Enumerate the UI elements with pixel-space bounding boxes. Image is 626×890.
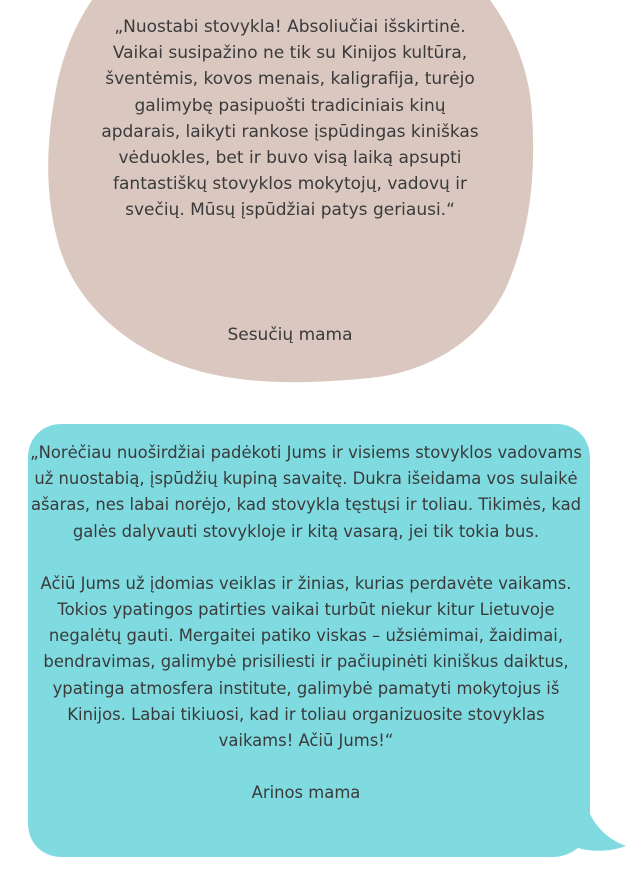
testimonial-1-author: Sesučių mama bbox=[227, 325, 353, 345]
testimonial-2-paragraph-1: „Norėčiau nuoširdžiai padėkoti Jums ir visiems stovyklos vadovams už nuostabią, įspūdžių kupiną savaitę. Dukra išeidama vos sulaikė ašaras, nes labai norėjo, kad stovykla tęstųsi ir toliau. Tikimės, kad galės dalyvauti stovykloje ir kitą vasarą, jei tik tokia bus. bbox=[30, 443, 582, 541]
testimonial-2-author: Arinos mama bbox=[251, 783, 361, 803]
paragraph-gap bbox=[30, 545, 582, 571]
paragraph-gap bbox=[30, 754, 582, 780]
testimonial-1-quote: „Nuostabi stovykla! Absoliučiai išskirtinė. Vaikai susipažino ne tik su Kinijos kultūra, šventėmis, kovos menais, kaligrafija, turėjo galimybę pasipuošti tradiciniais kinų apdarais, laikyti rankose įspūdingas kiniškas vėduokles, bet ir buvo visą laiką apsupti fantastiškų stovyklos mokytojų, vadovų ir svečių. Mūsų įspūdžiai patys geriausi.“ bbox=[101, 17, 479, 221]
testimonial-2-paragraph-2: Ačiū Jums už įdomias veiklas ir žinias, kurias perdavėte vaikams. Tokios ypatingos patirties vaikai turbūt niekur kitur Lietuvoje negalėtų gauti. Mergaitei patiko viskas – užsiėmimai, žaidimai, bendravimas, galimybė prisiliesti ir pačiupinėti kiniškus daiktus, ypatinga atmosfera institute, galimybė pamatyti mokytojus iš Kinijos. Labai tikiuosi, kad ir toliau organizuosite stovyklas vaikams! Ačiū Jums!“ bbox=[40, 573, 572, 751]
testimonial-2-content bbox=[30, 440, 582, 806]
